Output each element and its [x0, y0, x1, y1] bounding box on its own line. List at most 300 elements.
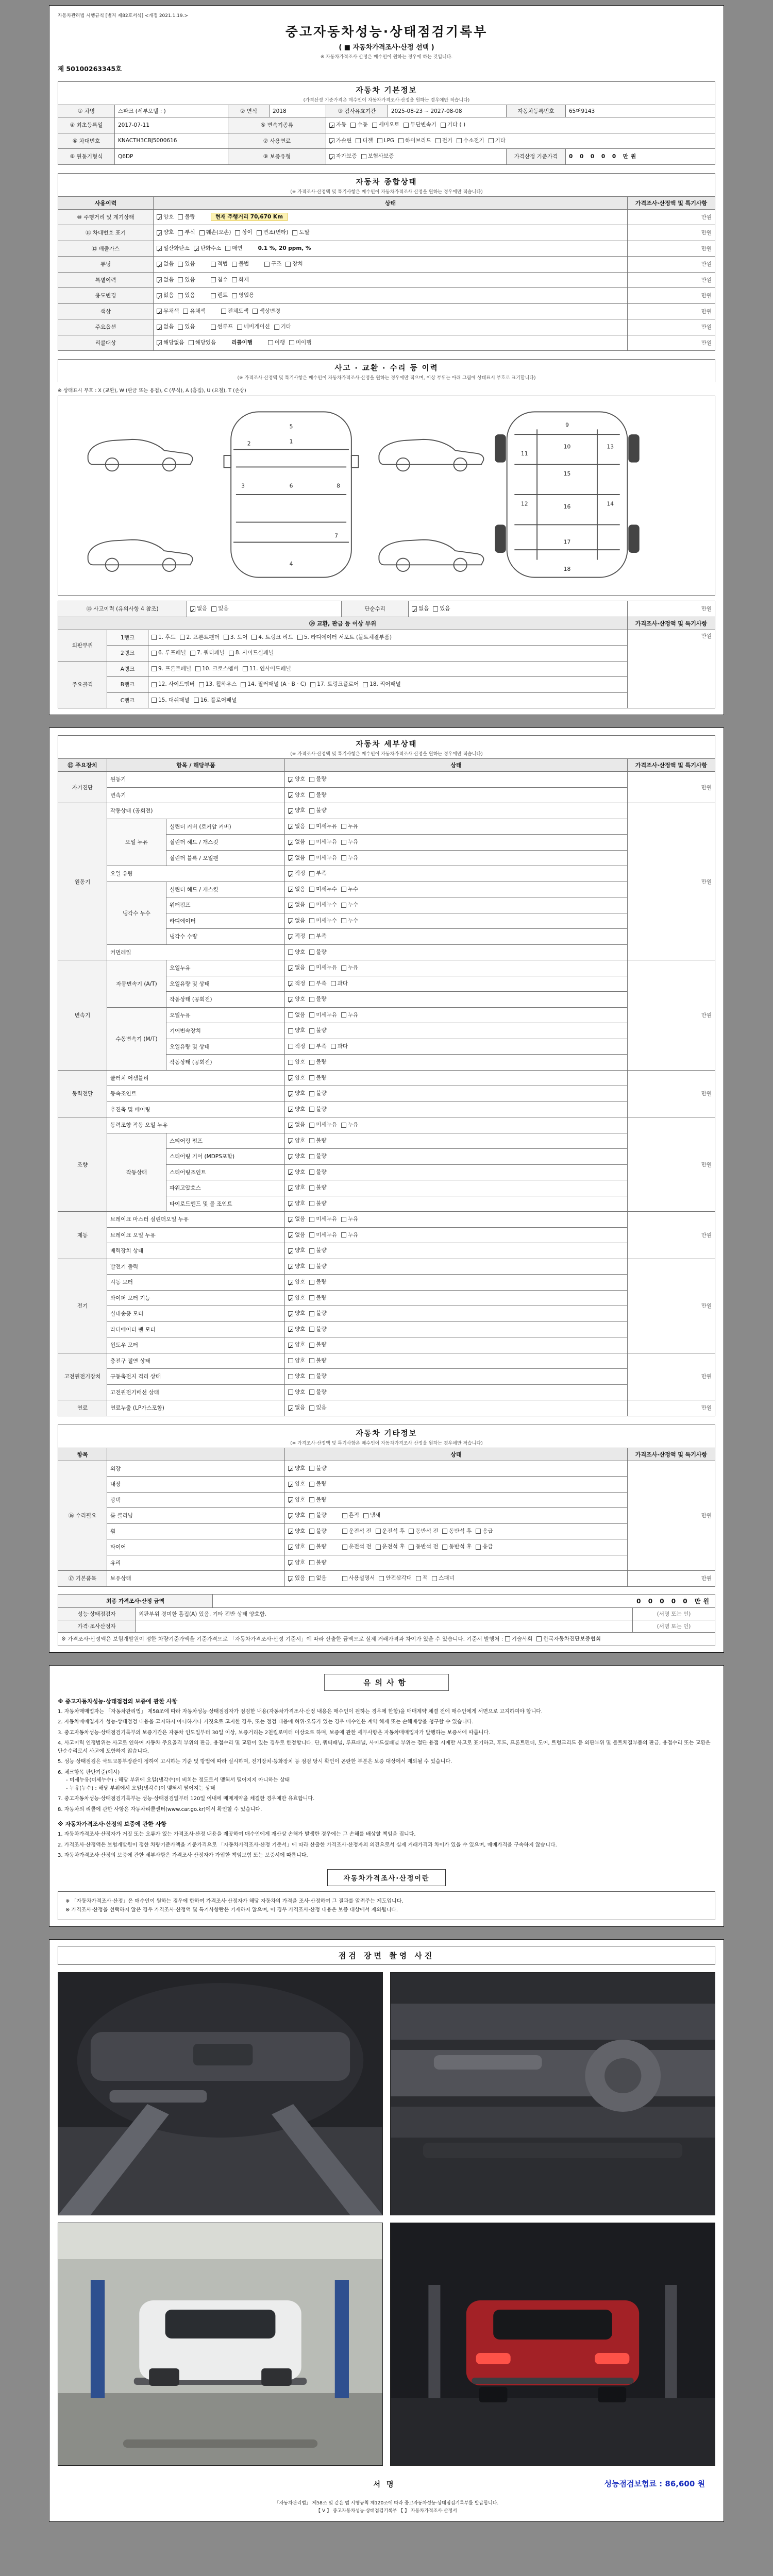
section-note: (가격산정 기준가격은 매수인이 자동차가격조사·산정을 원하는 경우에만 적습니다) [303, 98, 470, 103]
checkbox-label: 미세누수 [316, 886, 337, 892]
vehicle-diagram [58, 396, 715, 596]
checkbox-unchecked [211, 259, 228, 269]
device-row [58, 1400, 715, 1416]
device-name: 원동기 [58, 803, 107, 960]
checkbox-icon [288, 808, 293, 814]
row-label: 리콜대상 [58, 335, 154, 351]
checkbox-label: 부족 [316, 980, 327, 987]
notice-line: 3. 자동차가격조사·산정의 보증에 관한 세부사항은 가격조사·산정자가 가입한 책임보험 또는 보증서에 따릅니다. [58, 1853, 308, 1859]
checkbox-unchecked [309, 1526, 326, 1537]
device-row [58, 803, 715, 819]
checkbox-icon [476, 1545, 481, 1550]
checkbox-label: 디젤 [362, 137, 373, 144]
checkbox-checked [288, 1120, 305, 1130]
checkbox-unchecked [331, 1041, 348, 1052]
checkbox-icon [309, 1264, 314, 1269]
checkbox-unchecked [309, 1104, 326, 1115]
checkbox-unchecked [309, 1010, 337, 1021]
checkbox-label: 양호 [295, 1310, 306, 1316]
notice-heading: ※ 중고자동차성능·상태점검의 보증에 관한 사항 [58, 1698, 178, 1705]
checkbox-label: 네비게이션 [244, 324, 270, 330]
price-cell: 만원 [628, 303, 715, 319]
checkbox-icon [309, 1123, 314, 1128]
checkbox-checked [157, 337, 184, 348]
checkbox-label: 없음 [418, 605, 429, 612]
checkbox-label: 적정 [295, 1043, 306, 1049]
device-name: 연료 [58, 1400, 107, 1416]
row-label: ⑩ 주행거리 및 계기상태 [58, 209, 154, 225]
checkbox-icon [309, 1311, 314, 1316]
rank-label: B랭크 [107, 677, 148, 693]
checkbox-label: 양호 [295, 1200, 306, 1207]
checkbox-unchecked [379, 1573, 412, 1584]
basis-text: ※ 가격조사·산정액은 보험개발원이 정한 차량기준가액을 기준가격으로 「자동차가격조사·산정 기준서」에 따라 산출한 금액으로 실제 거래가격과 차이가 있을 수 있습니다. 기준서 발행처 : [61, 1635, 505, 1642]
checkbox-unchecked [416, 1573, 428, 1584]
checkbox-icon [341, 1217, 346, 1222]
checkbox-label: 수소전기 [463, 137, 484, 144]
checkbox-label: 기술사회 [511, 1635, 533, 1642]
checkbox-checked [194, 243, 222, 254]
year-value: 2018 [270, 105, 326, 117]
table-row [58, 601, 715, 617]
item-name: 오일유량 및 상태 [166, 1039, 285, 1055]
checkbox-icon [178, 262, 183, 267]
price-cell: 만원 [628, 1117, 715, 1212]
row-state [285, 1337, 628, 1353]
item-name: 내장 [107, 1477, 285, 1493]
price-cell: 만원 [628, 772, 715, 803]
checkbox-label: 없음 [163, 261, 174, 267]
checkbox-checked [288, 916, 305, 926]
footer-line-2: 【 V 】 중고자동차성능·상태점검기록부 【 】 자동차가격조사·산정서 [316, 2509, 457, 2514]
state-segment [288, 1374, 331, 1380]
checkbox-unchecked [211, 275, 228, 285]
state-segment [288, 1575, 331, 1582]
final-price-value: 0 0 0 0 0 만원 [636, 1597, 712, 1605]
item-name: 작동상태 (공회전) [107, 803, 285, 819]
item-name: 실린더 헤드 / 개스킷 [166, 835, 285, 851]
checkbox-checked [157, 306, 179, 317]
checkbox-checked [288, 1324, 305, 1335]
checkbox-icon [309, 855, 314, 860]
row-state [285, 1384, 628, 1400]
checkbox-label: 화재 [238, 276, 249, 283]
checkbox-icon [251, 635, 257, 640]
checkbox-icon [152, 651, 157, 656]
checkbox-icon [288, 1405, 293, 1411]
row-state [154, 209, 628, 225]
checkbox-unchecked [309, 884, 337, 895]
checkbox-icon [331, 1044, 336, 1049]
checkbox-label: 없음 [295, 823, 306, 829]
state-segment [288, 934, 331, 940]
checkbox-icon [361, 154, 366, 159]
checkbox-checked [288, 1214, 305, 1225]
checkbox-checked [288, 805, 305, 816]
row-label: ⑫ 배출가스 [58, 241, 154, 257]
checkbox-label: 세미오토 [378, 122, 400, 128]
device-row [58, 1508, 715, 1524]
checkbox-unchecked [363, 679, 401, 690]
checkbox-unchecked [341, 853, 358, 863]
checkbox-checked [288, 994, 305, 1005]
checkbox-icon [309, 1389, 314, 1395]
item-name: 스티어링조인트 [166, 1164, 285, 1180]
row-state [285, 1492, 628, 1508]
checkbox-icon [288, 1576, 293, 1581]
checkbox-label: 부족 [316, 1043, 327, 1049]
checkbox-unchecked [342, 1510, 359, 1521]
checkbox-icon [341, 887, 346, 892]
warranty-label: ⑨ 보증유형 [228, 149, 326, 165]
card-photos [49, 1939, 724, 2522]
section-title: 자동차 기타정보 [356, 1429, 417, 1438]
state-segment [288, 1465, 331, 1471]
checkbox-icon [376, 1545, 381, 1550]
checkbox-label: 15. 대쉬패널 [158, 697, 190, 703]
checkbox-icon [288, 1248, 293, 1253]
checkbox-unchecked [309, 1198, 326, 1209]
inspector-sign-hint: (서명 또는 인) [633, 1607, 715, 1620]
checkbox-icon [441, 123, 446, 128]
checkbox-label: 보험사보증 [367, 153, 394, 159]
checkbox-unchecked [241, 679, 306, 690]
checkbox-icon [199, 230, 205, 235]
checkbox-icon [288, 1295, 293, 1300]
state-segment [211, 214, 288, 220]
checkbox-icon [189, 340, 194, 345]
row-state [285, 1321, 628, 1337]
checkbox-icon [297, 635, 303, 640]
checkbox-label: 없음 [295, 1231, 306, 1238]
price-cell: 만원 [628, 241, 715, 257]
accident-history-table [58, 601, 715, 617]
checkbox-checked [288, 1073, 305, 1083]
checkbox-icon [309, 1185, 314, 1191]
checkbox-icon [288, 965, 293, 971]
row-state [154, 288, 628, 304]
col-price: 가격조사·산정액 및 특기사항 [628, 196, 715, 209]
checkbox-icon [288, 1232, 293, 1238]
checkbox-unchecked [350, 120, 367, 130]
checkbox-unchecked [309, 994, 326, 1005]
row-state [285, 1306, 628, 1322]
checkbox-icon [152, 682, 157, 687]
checkbox-label: 불량 [316, 1137, 327, 1144]
row-state [285, 1227, 628, 1243]
checkbox-icon [157, 277, 162, 282]
checkbox-label: 양호 [295, 1512, 306, 1518]
col-price: 가격조사·산정액 및 특기사항 [628, 1448, 715, 1461]
checkbox-checked [288, 774, 305, 785]
checkbox-unchecked [199, 227, 231, 238]
state-segment [288, 1138, 331, 1144]
document-number: 제 50100263345호 [58, 65, 122, 73]
row-state [285, 1070, 628, 1086]
checkbox-unchecked [268, 337, 285, 348]
table-row [58, 1620, 715, 1632]
checkbox-unchecked [376, 1541, 405, 1552]
checkbox-icon [237, 325, 242, 330]
checkbox-label: 불량 [316, 1106, 327, 1112]
checkbox-label: 냄새 [369, 1512, 381, 1518]
checkbox-unchecked [152, 695, 190, 706]
notice-line: 1. 자동차가격조사·산정자가 거짓 또는 오류가 있는 가격조사·산정 내용을 제공하여 매수인에게 재산상 손해가 발생한 경우에는 그 손해를 배상할 책임을 집니다. [58, 1832, 416, 1838]
checkbox-icon [288, 1075, 293, 1080]
checkbox-label: 기타 [280, 324, 292, 330]
checkbox-unchecked [309, 1371, 326, 1382]
state-segment [157, 277, 199, 283]
checkbox-unchecked [309, 1557, 326, 1568]
checkbox-label: 불량 [316, 1559, 327, 1566]
checkbox-label: 누수 [347, 902, 359, 908]
panel-number: 4 [289, 561, 293, 568]
checkbox-icon [152, 666, 157, 671]
section-basic-header [58, 81, 715, 105]
checkbox-icon [178, 277, 183, 282]
notice-line: 5. 성능·상태점검은 국토교통부장관이 정하여 고시하는 기준 및 방법에 따라 실시하며, 전기장치·등화장치 등 점검 당시 확인이 곤란한 부분은 보증 대상에서 제외될 수 있습니다. [58, 1759, 452, 1765]
checkbox-label: 자동 [336, 122, 347, 128]
checkbox-label: 없음 [163, 276, 174, 283]
checkbox-label: 부족 [316, 933, 327, 939]
panel-number: 6 [289, 482, 293, 489]
checkbox-label: 양호 [295, 1342, 306, 1348]
checkbox-label: 양호 [163, 229, 174, 235]
table-header-row [58, 1448, 715, 1461]
checkbox-label: 있음 [184, 292, 195, 298]
checkbox-icon [309, 1075, 314, 1080]
checkbox-unchecked [309, 1463, 326, 1474]
notice-line: 1. 자동차매매업자는 「자동차관리법」 제58조에 따라 자동차성능·상태점검자가 점검한 내용(자동차가격조사·산정 내용은 매수인이 원하는 경우에 한함)을 매매계약 체결 전에 매수인에게 서면으로 고지하여야 합니다. [58, 1708, 543, 1715]
checkbox-label: 누수 [347, 886, 359, 892]
checkbox-icon [309, 1044, 314, 1049]
item-name: 외장 [107, 1461, 285, 1477]
row-state [285, 1023, 628, 1039]
checkbox-icon [442, 1529, 447, 1534]
checkbox-icon [309, 1232, 314, 1238]
item-name: 윈도우 모터 [107, 1337, 285, 1353]
device-name: ⑯ 수리필요 [58, 1461, 107, 1571]
row-state [285, 944, 628, 960]
checkbox-unchecked [309, 1025, 326, 1036]
checkbox-checked [288, 1308, 305, 1319]
checkbox-label: 매연 [232, 245, 243, 251]
checkbox-checked [288, 900, 305, 910]
checkbox-label: 무채색 [163, 308, 179, 314]
checkbox-icon [363, 682, 368, 687]
price-cell: 만원 [628, 601, 715, 617]
item-name: 브레이크 오일 누유 [107, 1227, 285, 1243]
checkbox-checked [288, 1167, 305, 1178]
row-label: 용도변경 [58, 288, 154, 304]
checkbox-icon [180, 635, 185, 640]
state-segment [288, 1497, 331, 1503]
usage-history-row [58, 241, 715, 257]
checkbox-unchecked [442, 1526, 472, 1537]
checkbox-label: 불량 [316, 1027, 327, 1033]
row-label: 특별이력 [58, 272, 154, 288]
photos-section-title: 점검 장면 촬영 사진 [58, 1946, 715, 1965]
checkbox-icon [288, 1107, 293, 1112]
checkbox-label: 누유 [347, 1122, 359, 1128]
checkbox-unchecked [376, 1526, 405, 1537]
checkbox-label: 동반석 후 [449, 1544, 472, 1550]
state-segment [211, 293, 259, 299]
appraiser-label: 가격·조사산정자 [58, 1620, 136, 1632]
state-segment [288, 1075, 331, 1081]
checkbox-label: 불량 [316, 1263, 327, 1269]
checkbox-unchecked [178, 290, 195, 301]
checkbox-icon [377, 138, 382, 143]
checkbox-checked [157, 227, 174, 238]
item-name: 발전기 출력 [107, 1259, 285, 1275]
checkbox-label: 영업용 [238, 292, 255, 298]
checkbox-icon [489, 138, 494, 143]
checkbox-label: 14. 필러패널 (A · B · C) [247, 681, 307, 687]
checkbox-icon [341, 918, 346, 923]
checkbox-label: 누유 [347, 823, 359, 829]
device-row [58, 1492, 715, 1508]
price-basis-note [58, 1632, 715, 1646]
checkbox-icon [309, 1358, 314, 1363]
checkbox-unchecked [211, 603, 228, 614]
fuel-label: ⑦ 사용연료 [228, 133, 326, 149]
checkbox-unchecked [309, 1261, 326, 1272]
checkbox-icon [309, 1560, 314, 1565]
col-item: 항목 / 해당부품 [107, 759, 285, 772]
checkbox-icon [264, 262, 270, 267]
checkbox-icon [288, 871, 293, 876]
checkbox-label: 누유 [347, 964, 359, 971]
checkbox-checked [288, 1526, 305, 1537]
checkbox-label: 미세누유 [316, 964, 337, 971]
checkbox-checked [288, 1277, 305, 1287]
checkbox-checked [329, 151, 357, 162]
checkbox-label: 사용설명서 [348, 1575, 375, 1581]
checkbox-icon [289, 340, 294, 345]
checkbox-icon [253, 309, 258, 314]
panel-number: 12 [520, 500, 528, 507]
checkbox-unchecked [288, 1010, 305, 1021]
row-label: 색상 [58, 303, 154, 319]
checkbox-unchecked [274, 321, 291, 332]
checkbox-label: LPG [383, 137, 395, 144]
checkbox-icon [309, 918, 314, 923]
checkbox-icon [331, 981, 336, 986]
checkbox-label: 과다 [337, 1043, 348, 1049]
device-row [58, 1227, 715, 1243]
row-state [285, 1133, 628, 1149]
checkbox-icon [211, 262, 216, 267]
checkbox-unchecked [264, 259, 281, 269]
state-text: 리콜이행 [231, 340, 253, 346]
checkbox-icon [288, 1466, 293, 1471]
checkbox-icon [342, 1576, 347, 1581]
checkbox-checked [288, 1495, 305, 1505]
col-usage-history: 사용이력 [58, 196, 154, 209]
item-name: 등속조인트 [107, 1086, 285, 1102]
state-segment [288, 1169, 331, 1175]
area-label: 주요골격 [58, 661, 107, 708]
checkbox-label: 불법 [238, 261, 249, 267]
state-segment [288, 839, 362, 845]
col-device: ⑮ 주요장치 [58, 759, 107, 772]
row-state [285, 992, 628, 1008]
device-row [58, 1555, 715, 1571]
inspection-label: ③ 검사유효기간 [326, 105, 388, 117]
checkbox-label: 없음 [295, 1216, 306, 1222]
checkbox-unchecked [243, 664, 291, 674]
notice-line: 2. 가격조사·산정액은 보험개발원이 정한 차량기준가액을 기준가격으로 「자동차가격조사·산정 기준서」에 따라 산출한 가격조사·산정자의 의견으로서 실제 거래가격과 차이가 있을 수 있으며, 매매가격을 구속하지 않습니다. [58, 1842, 557, 1848]
price-cell: 만원 [628, 803, 715, 960]
checkbox-unchecked [232, 290, 254, 301]
state-segment [288, 949, 331, 955]
inspector-label: 성능·상태점검자 [58, 1607, 136, 1620]
exchange-row [58, 677, 715, 693]
checkbox-label: 색상변경 [259, 308, 281, 314]
state-segment [288, 1544, 331, 1550]
checkbox-unchecked [309, 1355, 326, 1366]
checkbox-label: 불량 [316, 1326, 327, 1332]
checkbox-checked [288, 1088, 305, 1099]
checkbox-icon [288, 1138, 293, 1143]
checkbox-label: 있음 [316, 1404, 327, 1411]
state-segment [288, 1028, 331, 1034]
checkbox-unchecked [309, 1073, 326, 1083]
checkbox-label: 불량 [316, 1465, 327, 1471]
row-state [285, 1243, 628, 1259]
item-name: 동력조향 작동 오일 누유 [107, 1117, 285, 1133]
checkbox-icon [157, 309, 162, 314]
checkbox-unchecked [292, 227, 309, 238]
checkbox-unchecked [505, 1635, 533, 1643]
checkbox-icon [152, 635, 157, 640]
state-segment [288, 886, 362, 892]
exchange-row [58, 692, 715, 708]
checkbox-icon [178, 325, 183, 330]
state-segment [288, 1389, 331, 1395]
checkbox-label: 양호 [295, 1388, 306, 1395]
checkbox-label: 응급 [482, 1544, 493, 1550]
checkbox-icon [288, 997, 293, 1002]
checkbox-icon [288, 1513, 293, 1518]
checkbox-icon [199, 682, 204, 687]
checkbox-unchecked [309, 1510, 326, 1521]
exchange-table [58, 617, 715, 709]
col-item [107, 1448, 285, 1461]
checkbox-label: 흔적 [348, 1512, 359, 1518]
device-row [58, 1369, 715, 1385]
price-cell: 만원 [628, 960, 715, 1071]
section-note: (※ 가격조사·산정액 및 특기사항은 매수인이 자동차가격조사·산정을 원하는 경우에만 적습니다) [290, 752, 483, 757]
checkbox-icon [288, 1374, 293, 1379]
checkbox-unchecked [178, 275, 195, 285]
year-label: ② 연식 [228, 105, 270, 117]
section-accident-header [58, 359, 715, 382]
state-segment [342, 1575, 459, 1582]
checkbox-icon [309, 1295, 314, 1300]
checkbox-label: 양호 [295, 1373, 306, 1379]
item-name: 작동상태 (공회전) [166, 1055, 285, 1071]
transmission-label: ⑤ 변속기종류 [228, 117, 326, 133]
checkbox-icon [288, 1264, 293, 1269]
checkbox-unchecked [309, 978, 326, 989]
checkbox-unchecked [309, 947, 326, 958]
basis-options [505, 1636, 605, 1642]
device-name: 변속기 [58, 960, 107, 1071]
device-row [58, 1070, 715, 1086]
checkbox-icon [178, 293, 183, 298]
